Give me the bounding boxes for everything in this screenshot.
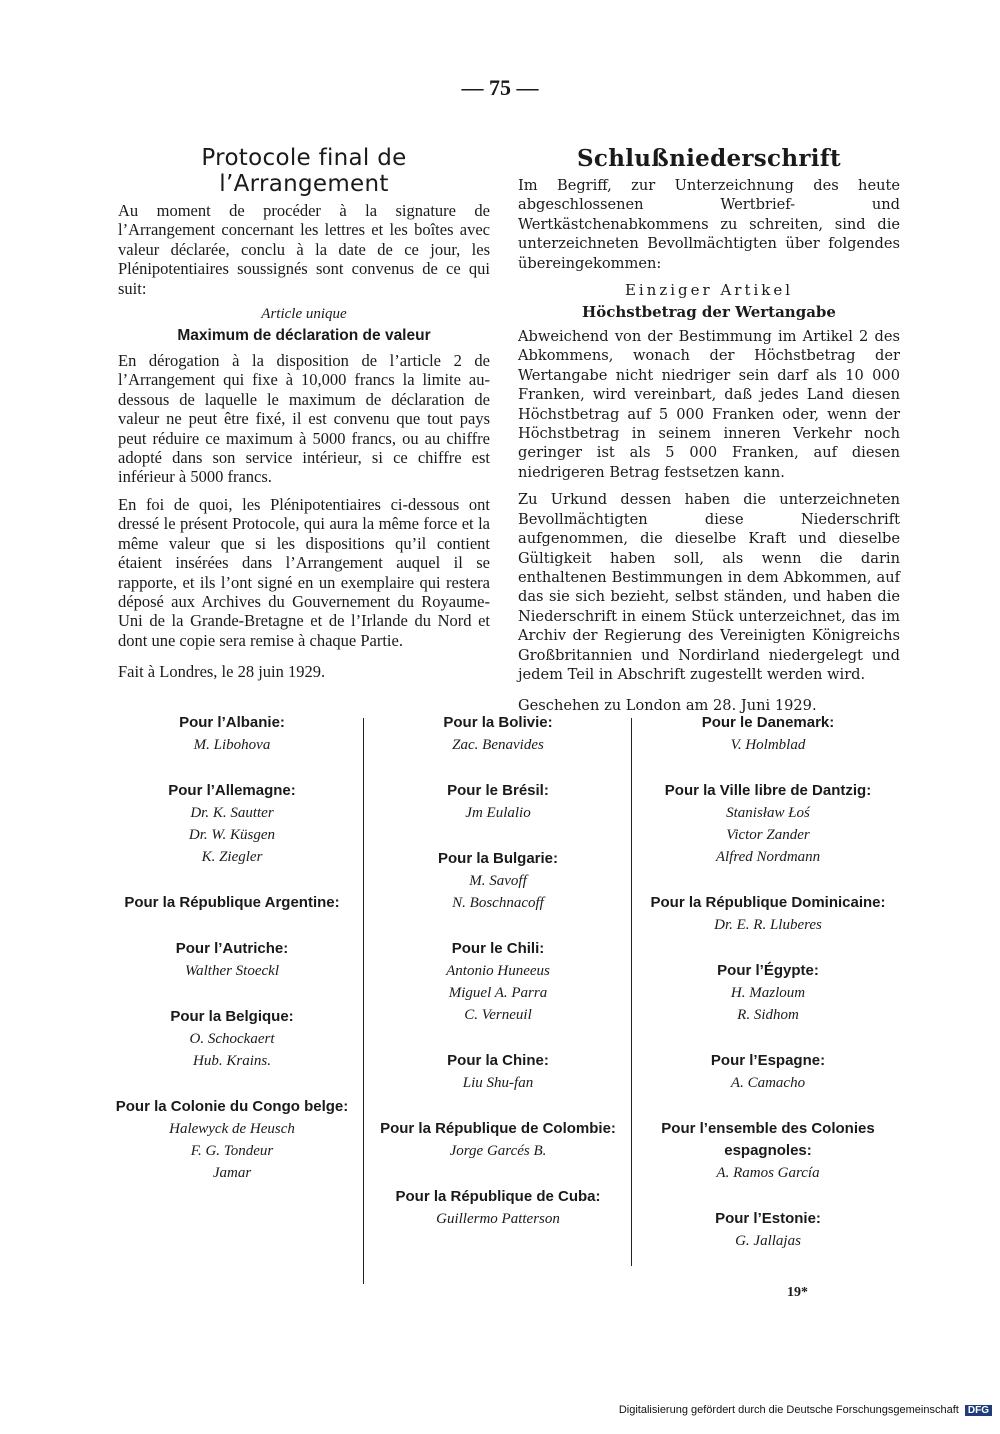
- signature-group: [100, 938, 364, 982]
- signatory-country: Pour l’Albanie:: [179, 714, 285, 731]
- signature-group: [366, 712, 630, 756]
- signer-name: G. Jallajas: [735, 1233, 801, 1249]
- german-article-text: Abweichend von der Bestimmung im Artikel 2 des Abkommens, wonach der Höchstbetrag der Wertangabe nicht niedriger sein darf als 10 000 Franken, wird vereinbart, daß jedes Land diesen Höchstbetrag auf 5 000 Franken oder, wenn der Höchstbetrag in seinem inneren Verkehr noch geringer ist als 5 000 Franken, auf diesen niedrigeren Betrag festsetzen kann.: [518, 328, 900, 481]
- signer-name: V. Holmblad: [730, 737, 806, 753]
- signature-group: [100, 892, 364, 914]
- signature-group: [636, 1208, 900, 1252]
- signature-group: [636, 892, 900, 936]
- signatory-country: Pour la Colonie du Congo belge:: [115, 1098, 349, 1115]
- french-article-title: Maximum de déclaration de valeur: [177, 327, 431, 345]
- german-closing: Zu Urkund dessen haben die unterzeichneten Bevollmächtigten diese Niederschrift aufgenommen, die dieselbe Kraft und dieselbe Gültigkeit haben soll, als wenn die darin enthaltenen Bestimmungen in dem Abkommen, auf das sie sich bezieht, selbst ständen, und haben die Niederschrift in einem Stück unterzeichnet, das im Archiv der Regierung des Vereinigten Königreichs Großbritannien und Nordirland niedergelegt und jedem Teil in Abschrift zugestellt werden wird.: [518, 491, 900, 683]
- signature-group: [636, 712, 900, 756]
- german-column: [518, 145, 900, 724]
- signer-name: Walther Stoeckl: [184, 963, 279, 979]
- signature-column-3: [636, 712, 900, 1276]
- french-column: [118, 145, 490, 690]
- french-article-label: Article unique: [261, 306, 347, 323]
- signer-name: Hub. Krains.: [193, 1053, 271, 1069]
- signature-column-1: [100, 712, 364, 1208]
- signer-name: Miguel A. Parra: [448, 985, 548, 1001]
- signature-group: [366, 1050, 630, 1094]
- footer-text: Digitalisierung gefördert durch die Deutsche Forschungsgemeinschaft: [618, 1404, 959, 1416]
- signatory-country: Pour le Chili:: [451, 940, 545, 957]
- french-title: Protocole final de l’Arrangement: [201, 145, 407, 197]
- signatory-country: Pour l’Égypte:: [717, 962, 819, 979]
- signature-group: [366, 848, 630, 914]
- dfg-logo: DFG: [965, 1405, 992, 1416]
- signature-group: [366, 780, 630, 824]
- column-divider-2: [631, 718, 632, 1266]
- signatory-country: Pour la Bolivie:: [443, 714, 553, 731]
- signer-name: Dr. E. R. Lluberes: [714, 917, 822, 933]
- signatory-country: Pour la République de Cuba:: [395, 1188, 601, 1205]
- signer-name: Antonio Huneeus: [446, 963, 550, 979]
- signature-group: [100, 712, 364, 756]
- sheet-mark: 19*: [787, 1285, 808, 1300]
- signature-group: [366, 938, 630, 1026]
- signer-name: H. Mazloum: [730, 985, 806, 1001]
- signatory-country: Pour la République Dominicaine:: [650, 894, 886, 911]
- signatory-country: Pour la République de Colombie:: [380, 1120, 616, 1137]
- french-done-at: Fait à Londres, le 28 juin 1929.: [118, 662, 326, 682]
- german-article-label: Einziger Artikel: [624, 281, 794, 300]
- signatory-country: Pour la République Argentine:: [124, 894, 340, 911]
- german-done-at: Geschehen zu London am 28. Juni 1929.: [518, 697, 817, 715]
- signer-name: Dr. K. Sautter: [190, 805, 274, 821]
- french-article-text: En dérogation à la disposition de l’article 2 de l’Arrangement qui fixe à 10,000 francs la limite au-dessous de laquelle le maximum de déclaration de valeur ne peut être fixé, il est convenu que tout pays peut réduire ce maximum à 5000 francs, ou au chiffre adopté dans son service intérieur, si ce chiffre est inférieur à 5000 francs.: [118, 351, 490, 487]
- signature-group: [100, 780, 364, 868]
- signatory-country: Pour le Brésil:: [447, 782, 549, 799]
- german-intro: Im Begriff, zur Unterzeichnung des heute abgeschlossenen Wertbrief- und Wertkästchenabkommens zu schreiten, sind die unterzeichneten Bevollmächtigten über folgendes übereingekommen:: [518, 177, 900, 272]
- signatory-country: Pour l’Autriche:: [175, 940, 289, 957]
- signer-name: A. Ramos García: [716, 1165, 820, 1181]
- signature-column-2: [366, 712, 630, 1254]
- signer-name: Zac. Benavides: [452, 737, 544, 753]
- signer-name: Dr. W. Küsgen: [188, 827, 276, 843]
- page-number: — 75 —: [461, 75, 539, 100]
- signer-name: C. Verneuil: [464, 1007, 532, 1023]
- signer-name: Liu Shu-fan: [462, 1075, 534, 1091]
- signatory-country: Pour la Ville libre de Dantzig:: [664, 782, 872, 799]
- signature-group: [100, 1006, 364, 1072]
- signature-group: [366, 1118, 630, 1162]
- signer-name: A. Camacho: [730, 1075, 806, 1091]
- signer-name: M. Libohova: [193, 737, 271, 753]
- signatory-country: Pour la Belgique:: [170, 1008, 294, 1025]
- signatory-country: Pour l’Estonie:: [715, 1210, 821, 1227]
- signer-name: K. Ziegler: [201, 849, 263, 865]
- signature-group: [100, 1096, 364, 1184]
- signer-name: N. Boschnacoff: [452, 895, 544, 911]
- signer-name: Stanisław Łoś: [726, 805, 810, 821]
- signatory-country: Pour le Danemark:: [701, 714, 835, 731]
- signer-name: M. Savoff: [469, 873, 527, 889]
- signature-group: [366, 1186, 630, 1230]
- signer-name: Victor Zander: [726, 827, 810, 843]
- french-closing: En foi de quoi, les Plénipotentiaires ci-dessous ont dressé le présent Protocole, qui aura la même force et la même valeur que si les dispositions qu’il contient étaient insérées dans l’Arrangement auquel il se rapporte, et ils l’ont signé en un exemplaire qui restera déposé aux Archives du Gouvernement du Royaume-Uni de la Grande-Bretagne et de l’Irlande du Nord et dont une copie sera remise à chaque Partie.: [118, 494, 490, 650]
- signatory-country: Pour la Chine:: [447, 1052, 549, 1069]
- signer-name: Jorge Garcés B.: [449, 1143, 547, 1159]
- german-title: Schlußniederschrift: [577, 145, 841, 172]
- signatory-country: Pour la Bulgarie:: [437, 850, 559, 867]
- signature-group: [636, 1118, 900, 1184]
- signature-group: [636, 780, 900, 868]
- signatory-country: Pour l’ensemble des Colonies espagnoles:: [661, 1120, 875, 1159]
- signatory-country: Pour l’Allemagne:: [168, 782, 296, 799]
- signer-name: O. Schockaert: [189, 1031, 275, 1047]
- german-article-title: Höchstbetrag der Wertangabe: [582, 303, 836, 322]
- digitization-footer: [619, 1404, 992, 1416]
- signer-name: F. G. Tondeur: [190, 1143, 274, 1159]
- signatory-country: Pour l’Espagne:: [710, 1052, 826, 1069]
- signature-group: [636, 1050, 900, 1094]
- signer-name: R. Sidhom: [737, 1007, 799, 1023]
- signer-name: Halewyck de Heusch: [169, 1121, 295, 1137]
- signer-name: Guillermo Patterson: [436, 1211, 560, 1227]
- signature-group: [636, 960, 900, 1026]
- signer-name: Jamar: [212, 1165, 252, 1181]
- signer-name: Jm Eulalio: [465, 805, 531, 821]
- french-intro: Au moment de procéder à la signature de l’Arrangement concernant les lettres et les boîtes avec valeur déclarée, conclu à la date de ce jour, les Plénipotentiaires soussignés sont convenus de ce qui suit:: [118, 201, 490, 298]
- signer-name: Alfred Nordmann: [715, 849, 821, 865]
